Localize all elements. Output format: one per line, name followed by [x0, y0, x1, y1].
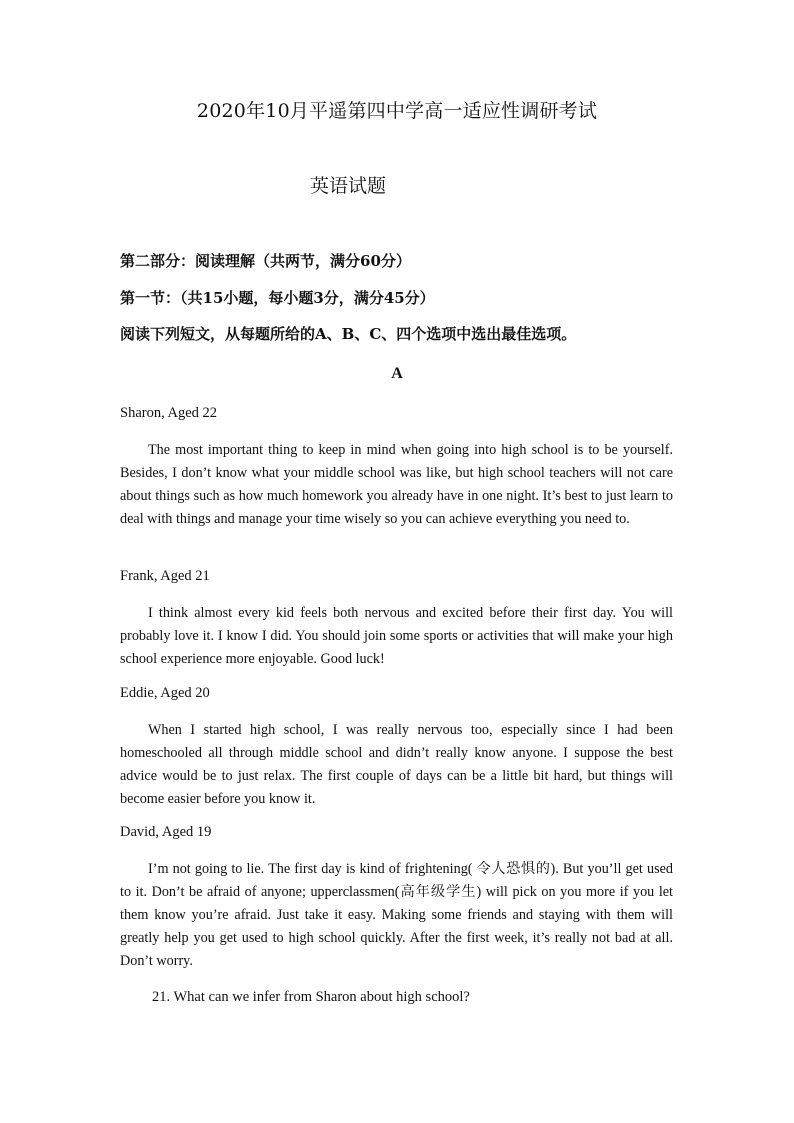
- speaker-paragraph: I think almost every kid feels both nervous and excited before their first day. You will probably love it. I know I did. You should join some sports or activities that will make your high school experience more enjoyable. Good luck!: [120, 605, 673, 667]
- speaker-paragraph: The most important thing to keep in mind when going into high school is to be yourself. Besides, I don’t know what your middle school was like, but high school teachers will not care about things such as how much homework you already have in one night. It’s best to just learn to deal with things and manage your time wisely so you can achieve everything you need to.: [120, 442, 673, 527]
- question-21: 21. What can we infer from Sharon about high school?: [152, 989, 470, 1005]
- speaker-paragraph: I’m not going to lie. The first day is kind of frightening( 令人恐惧的). But you’ll get used to it. Don’t be afraid of anyone; upperclassmen(高年级学生) will pick on you more if you let them know you’re afraid. Just take it easy. Making some friends and staying with them will greatly help you get used to high school quickly. After the first week, it’s really not bad at all. Don’t worry.: [120, 861, 673, 969]
- speaker-paragraph: When I started high school, I was really nervous too, especially since I had been homeschooled all through middle school and didn’t really know anyone. I suppose the best advice would be to just relax. The first couple of days can be a little bit hard, but things will become easier before you know it.: [120, 722, 673, 807]
- section-heading: 第二部分：阅读理解（共两节，满分60分）: [120, 252, 411, 270]
- exam-subtitle: 英语试题: [310, 175, 387, 197]
- reading-instruction: 阅读下列短文，从每题所给的A、B、C、四个选项中选出最佳选项。: [120, 325, 577, 343]
- speaker-name: Frank, Aged 21: [120, 568, 210, 584]
- speaker-name: Sharon, Aged 22: [120, 405, 218, 421]
- speaker-name: David, Aged 19: [120, 824, 212, 840]
- speaker-name: Eddie, Aged 20: [120, 685, 210, 701]
- exam-title: 2020年10月平遥第四中学高一适应性调研考试: [196, 100, 598, 122]
- passage-label: A: [391, 365, 403, 382]
- section-one-heading: 第一节：（共15小题，每小题3分，满分45分）: [120, 289, 435, 307]
